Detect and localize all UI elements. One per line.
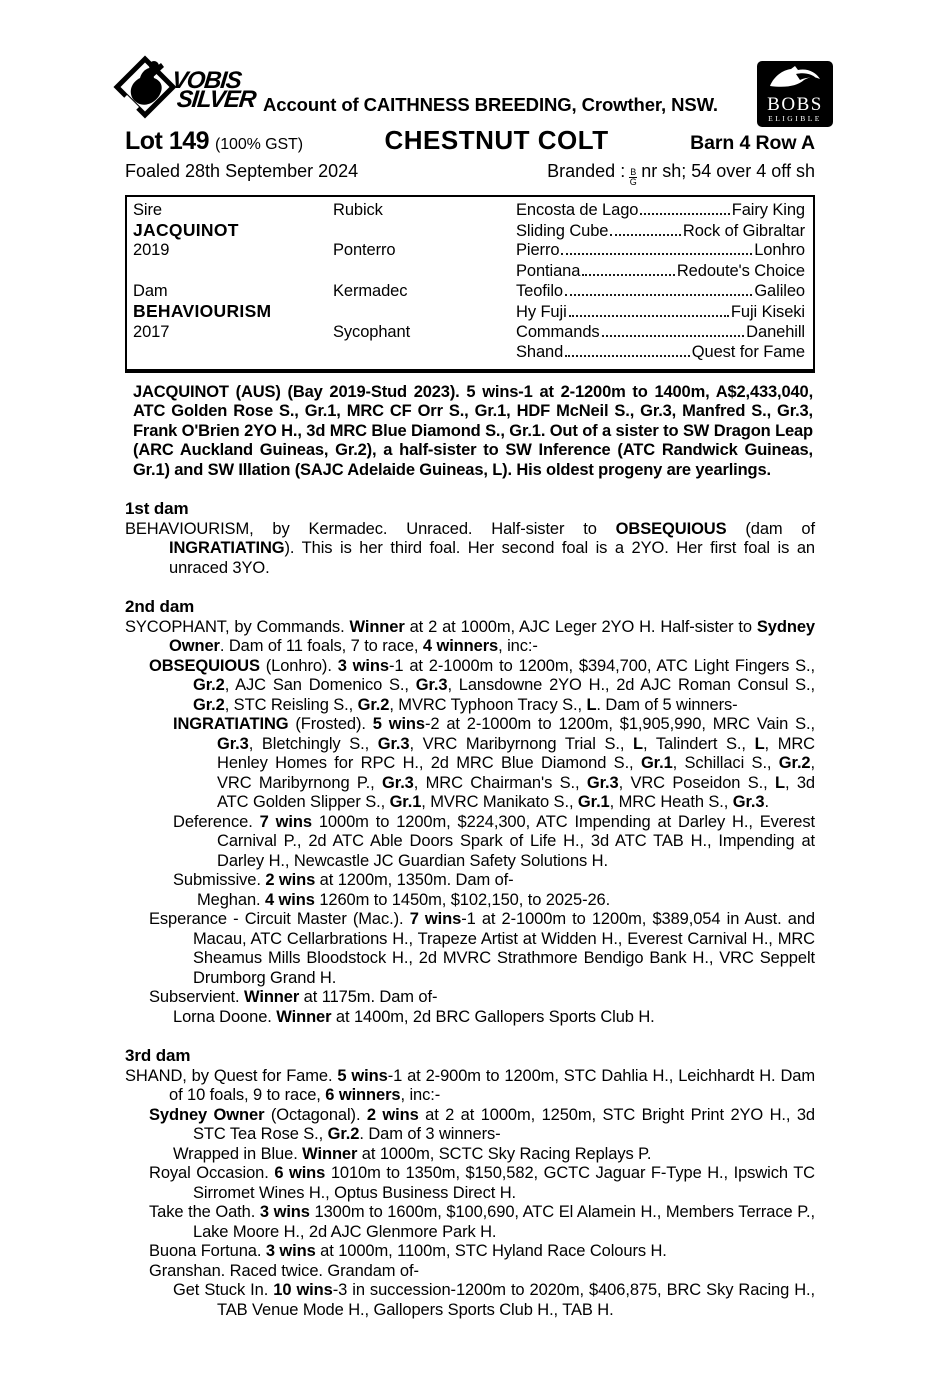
dam-name: BEHAVIOURISM bbox=[133, 302, 272, 322]
sire-race-record: JACQUINOT (AUS) (Bay 2019-Stud 2023). 5 wins-1 at 2-1200m to 1400m, A$2,433,040, ATC Golden Rose S., Gr.1, MRC CF Orr S., Gr.1, HDF McNeil S., Gr.3, Manfred S., Gr.3, Frank O'Brien 2YO H., 3d MRC Blue Diamond S., Gr.1. Out of a sister to SW Dragon Leap (ARC Auckland Guineas, Gr.2), a half-sister to SW Inference (ATC Randwick Guineas, Gr.1) and SW Illation (SAJC Adelaide Guineas, L). His oldest progeny are yearlings. bbox=[133, 382, 813, 479]
dot-leader bbox=[565, 294, 752, 296]
bobs-eligible-label: ELIGIBLE bbox=[768, 113, 822, 123]
branded-label: Branded : bbox=[547, 160, 626, 181]
dot-leader bbox=[582, 274, 675, 276]
dot-leader bbox=[565, 355, 690, 357]
brand-details bbox=[547, 162, 815, 186]
horse-description: CHESTNUT COLT bbox=[384, 125, 609, 155]
dot-leader bbox=[640, 213, 729, 215]
pedigree-entry: SYCOPHANT, by Commands. Winner at 2 at 1000m, AJC Leger 2YO H. Half-sister to Sydney Owner. Dam of 11 foals, 7 to race, 4 winners, inc:- bbox=[125, 617, 815, 656]
pedigree-row: BEHAVIOURISM Hy Fuji Fuji Kiseki bbox=[133, 302, 805, 322]
dot-leader bbox=[569, 315, 729, 317]
sire-role-label: Sire bbox=[133, 200, 162, 219]
section-heading-1st-dam: 1st dam bbox=[125, 499, 189, 519]
bobs-horse-head-icon bbox=[766, 65, 824, 95]
pedigree-entry: SHAND, by Quest for Fame. 5 wins-1 at 2-900m to 1200m, STC Dahlia H., Leichhardt H. Dam of 10 foals, 9 to race, 6 winners, inc:- bbox=[125, 1066, 815, 1105]
pedigree-entry: Get Stuck In. 10 wins-3 in succession-1200m to 2020m, $406,875, BRC Sky Racing H., TAB Venue Mode H., Gallopers Sports Club H., TAB H. bbox=[173, 1281, 816, 1319]
vobis-word: VOBIS bbox=[170, 66, 243, 94]
section-heading-3rd-dam: 3rd dam bbox=[125, 1046, 191, 1066]
pedigree-entry: Granshan. Raced twice. Grandam of- bbox=[149, 1261, 419, 1280]
grandam-of-dam-name: Sycophant bbox=[333, 322, 411, 341]
dot-leader bbox=[561, 253, 752, 255]
gst-note: (100% GST) bbox=[215, 136, 303, 153]
pedigree-entry: Lorna Doone. Winner at 1400m, 2d BRC Gallopers Sports Club H. bbox=[173, 1007, 655, 1026]
section-heading-2nd-dam: 2nd dam bbox=[125, 597, 195, 617]
sire-name: JACQUINOT bbox=[133, 220, 239, 240]
silver-word: SILVER bbox=[175, 85, 257, 113]
pedigree-entry: Take the Oath. 3 wins 1300m to 1600m, $100,690, ATC El Alamein H., Members Terrace P., Lake Moore H., 2d AJC Glenmore Park H. bbox=[149, 1203, 816, 1241]
bobs-wordmark: BOBS bbox=[767, 93, 823, 115]
page-header bbox=[125, 55, 823, 127]
dam-year: 2017 bbox=[133, 322, 170, 341]
vobis-horse-jockey-icon bbox=[113, 55, 177, 125]
pedigree-entry: Esperance - Circuit Master (Mac.). 7 wins-1 at 2-1000m to 1200m, $389,054 in Aust. and Macau, ATC Cellarbrations H., Trapeze Artist at Widden H., Everest Carnival H., MRC Sheamus Mills Bloodstock H., 2d MVRC Strathmore Bendigo Bank H., VRC Seppelt Drumborg Grand H. bbox=[149, 910, 816, 987]
grandsire-name: Rubick bbox=[333, 200, 383, 219]
dam-role-label: Dam bbox=[133, 282, 168, 301]
foaled-date: Foaled 28th September 2024 bbox=[125, 160, 359, 181]
pedigree-table bbox=[125, 195, 815, 373]
vendor-account-line: Account of CAITHNESS BREEDING, Crowther, NSW. bbox=[263, 94, 718, 115]
pedigree-entry: BEHAVIOURISM, by Kermadec. Unraced. Half-sister to OBSEQUIOUS (dam of INGRATIATING). This is her third foal. Her second foal is a 2YO. Her first foal is an unraced 3YO. bbox=[125, 519, 815, 577]
pedigree-row: 2017 Sycophant Commands Danehill bbox=[133, 322, 805, 341]
grandam-of-sire-name: Ponterro bbox=[333, 241, 396, 260]
pedigree-row: Pontiana Redoute's Choice bbox=[516, 261, 805, 280]
pedigree-row: Dam Kermadec Teofilo Galileo bbox=[133, 282, 805, 301]
vobis-logo-text bbox=[169, 66, 258, 113]
lot-title-row bbox=[125, 125, 815, 155]
vobis-silver-logo bbox=[113, 55, 256, 125]
pedigree-row: Shand Quest for Fame bbox=[516, 343, 805, 362]
pedigree-entry: Wrapped in Blue. Winner at 1000m, SCTC Sky Racing Replays P. bbox=[173, 1144, 652, 1163]
foaled-branded-row bbox=[125, 162, 815, 186]
pedigree-entry: Sydney Owner (Octagonal). 2 wins at 2 at 1000m, 1250m, STC Bright Print 2YO H., 3d STC Tea Rose S., Gr.2. Dam of 3 winners- bbox=[149, 1105, 815, 1144]
brand-placement: nr sh; 54 over 4 off sh bbox=[641, 160, 815, 181]
pedigree-entry: INGRATIATING (Frosted). 5 wins-2 at 2-1000m to 1200m, $1,905,990, MRC Vain S., Gr.3, Bletchingly S., Gr.3, VRC Maribyrnong Trial S., L, Talindert S., L, MRC Henley Homes for RPC H., 2d MRC Blue Diamond S., Gr.1, Schillaci S., Gr.2, VRC Maribyrnong P., Gr.3, MRC Chairman's S., Gr.3, VRC Poseidon S., L, 3d ATC Golden Slipper S., Gr.1, MVRC Manikato S., Gr.1, MRC Heath S., Gr.3. bbox=[173, 715, 816, 812]
bobs-eligible-badge bbox=[757, 61, 833, 127]
sire-year: 2019 bbox=[133, 241, 170, 260]
pedigree-row: JACQUINOT Sliding Cube Rock of Gibraltar bbox=[133, 220, 805, 240]
pedigree-row: Sire Rubick Encosta de Lago Fairy King bbox=[133, 200, 805, 219]
brand-symbol: $\frac{B}{G}$ bbox=[629, 166, 637, 187]
pedigree-entry: Subservient. Winner at 1175m. Dam of- bbox=[149, 988, 438, 1007]
pedigree-entry: OBSEQUIOUS (Lonhro). 3 wins-1 at 2-1000m to 1200m, $394,700, ATC Light Fingers S., Gr.2, AJC San Domenico S., Gr.3, Lansdowne 2YO H., 2d AJC Roman Consul S., Gr.2, STC Reisling S., Gr.2, MVRC Typhoon Tracy S., L. Dam of 5 winners- bbox=[149, 656, 815, 714]
dot-leader bbox=[602, 335, 745, 337]
pedigree-entry: Buona Fortuna. 3 wins at 1000m, 1100m, STC Hyland Race Colours H. bbox=[149, 1242, 667, 1261]
pedigree-entry: Deference. 7 wins 1000m to 1200m, $224,300, ATC Impending at Darley H., Everest Carnival P., 2d ATC Able Doors Spark of Life H., 3d ATC TAB H., Impending at Darley H., Newcastle JC Guardian Safety Solutions H. bbox=[173, 812, 815, 870]
pedigree-entry: Meghan. 4 wins 1260m to 1450m, $102,150, to 2025-26. bbox=[197, 890, 611, 909]
barn-row-location: Barn 4 Row A bbox=[690, 132, 815, 154]
pedigree-entry: Submissive. 2 wins at 1200m, 1350m. Dam of- bbox=[173, 871, 514, 890]
pedigree-entry: Royal Occasion. 6 wins 1010m to 1350m, $150,582, GCTC Jaguar F-Type H., Ipswich TC Sirromet Wines H., Optus Business Direct H. bbox=[149, 1164, 815, 1202]
damsire-name: Kermadec bbox=[333, 282, 408, 301]
dot-leader bbox=[610, 234, 681, 236]
pedigree-row: 2019 Ponterro Pierro Lonhro bbox=[133, 241, 805, 260]
lot-number: Lot 149 bbox=[125, 127, 210, 155]
